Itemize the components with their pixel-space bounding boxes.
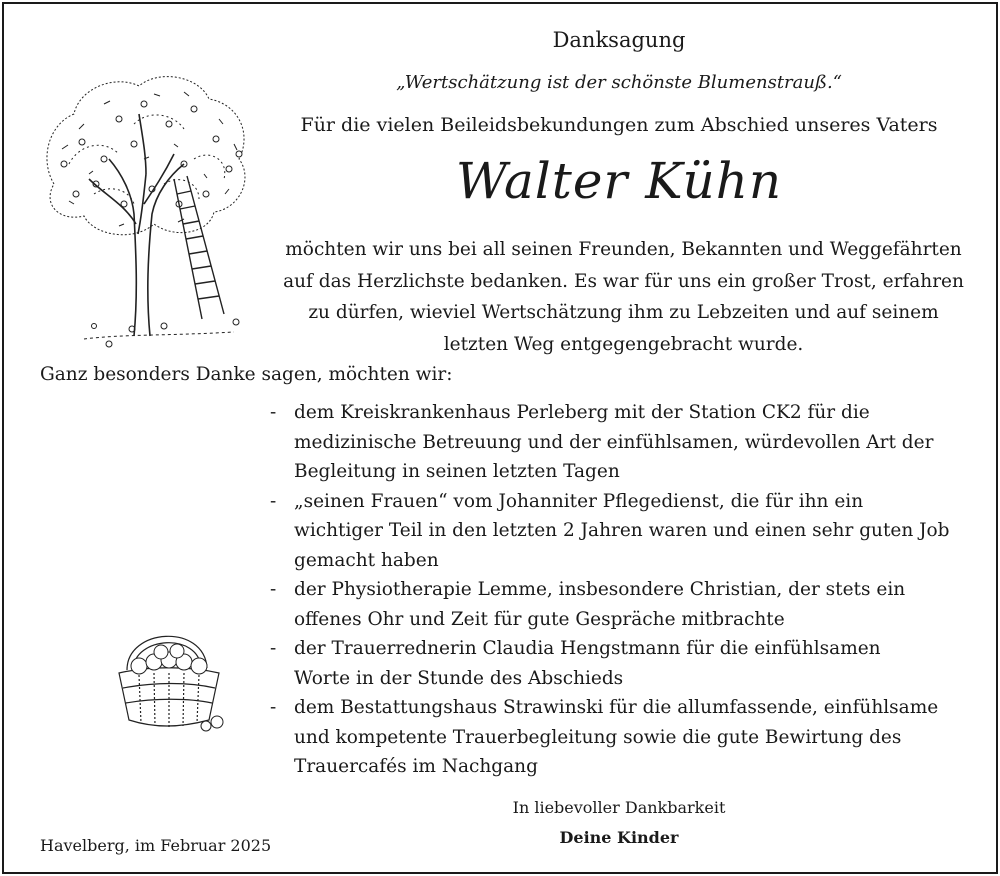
list-line: gemacht haben [294, 549, 439, 571]
signature-line: In liebevoller Dankbarkeit [512, 798, 726, 817]
list-line: Worte in der Stunde des Abschieds [294, 667, 624, 689]
signature-name: Deine Kinder [559, 828, 679, 847]
heading-quote: „Wertschätzung ist der schönste Blumenstrauß.“ [396, 72, 842, 93]
body-line: auf das Herzlichste bedanken. Es war für uns ein großer Trost, erfahren [283, 270, 964, 292]
place-date: Havelberg, im Februar 2025 [40, 836, 272, 855]
list-line: „seinen Frauen“ vom Johanniter Pflegedienst, die für ihn ein [294, 490, 864, 512]
list-line: der Trauerrednerin Claudia Hengstmann für die einfühlsamen [294, 638, 881, 659]
list-line: wichtiger Teil in den letzten 2 Jahren waren und einen sehr guten Job [294, 520, 950, 541]
intro-line: Für die vielen Beileidsbekundungen zum Abschied unseres Vaters [300, 114, 938, 136]
list-dash: - [270, 402, 277, 423]
list-dash: - [270, 697, 277, 718]
body-text [266, 234, 981, 360]
thanks-list [270, 398, 970, 782]
list-line: offenes Ohr und Zeit für gute Gespräche mitbrachte [294, 608, 785, 630]
obituary-frame [2, 2, 998, 874]
list-item [270, 693, 970, 782]
body-line: möchten wir uns bei all seinen Freunden, Bekannten und Weggefährten [285, 239, 962, 260]
list-line: Trauercafés im Nachgang [294, 756, 538, 777]
list-item [270, 634, 970, 693]
list-line: dem Kreiskrankenhaus Perleberg mit der Station CK2 für die [294, 402, 870, 423]
body-line: letzten Weg entgegengebracht wurde. [443, 333, 804, 355]
list-item [270, 398, 970, 487]
list-dash: - [270, 638, 277, 659]
list-item [270, 575, 970, 634]
apple-basket-illustration [109, 618, 229, 733]
heading-title: Danksagung [552, 28, 686, 52]
special-thanks-line: Ganz besonders Danke sagen, möchten wir: [40, 364, 453, 385]
list-line: medizinische Betreuung und der einfühlsamen, würdevollen Art der [294, 431, 934, 453]
deceased-name: Walter Kühn [455, 152, 783, 210]
body-line: zu dürfen, wieviel Wertschätzung ihm zu Lebzeiten und auf seinem [308, 302, 939, 323]
list-line: dem Bestattungshaus Strawinski für die allumfassende, einfühlsame [294, 697, 939, 718]
list-item [270, 487, 970, 576]
list-dash: - [270, 579, 277, 600]
apple-tree-ladder-illustration [34, 64, 259, 354]
list-line: und kompetente Trauerbegleitung sowie die gute Bewirtung des [294, 726, 902, 748]
list-line: der Physiotherapie Lemme, insbesondere Christian, der stets ein [294, 579, 906, 600]
list-dash: - [270, 490, 277, 512]
list-line: Begleitung in seinen letzten Tagen [294, 461, 620, 482]
